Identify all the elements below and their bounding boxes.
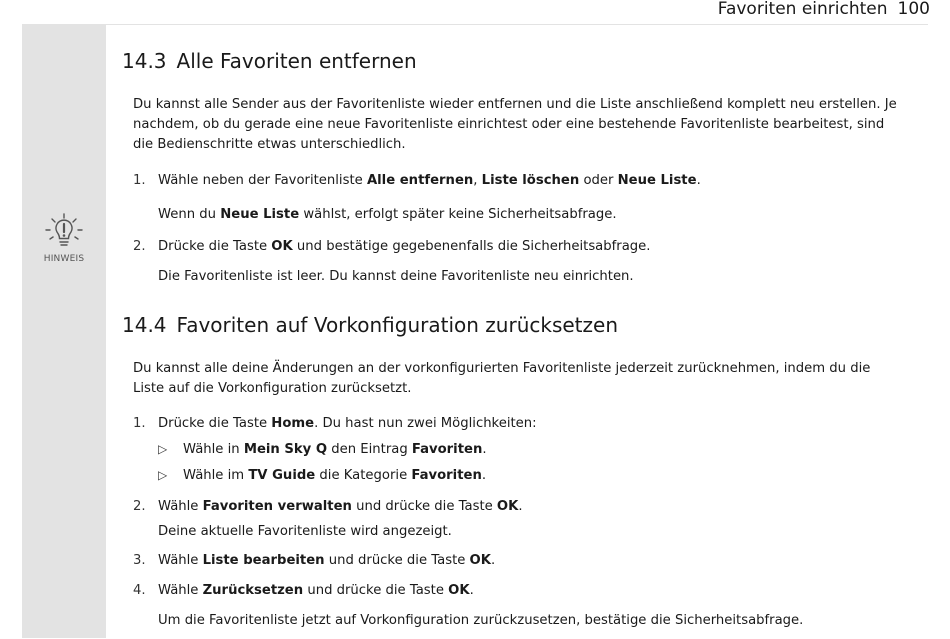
section-heading-14-4 [122,313,618,337]
sub-text: . [481,468,487,483]
section-number: 14.4 [122,313,167,337]
step-text: Drücke die Taste [158,239,272,254]
step-number: 3. [133,553,146,568]
intro-paragraph: Du kannst alle Sender aus der Favoritenliste wieder entfernen und die Liste anschließend komplett neu erstellen. Je nachdem, ob du gerade eine neue Favoritenliste einrichtest oder eine bestehende Favoritenliste bearbeitest, sind die Bedienschritte etwas unterschiedlich. [133,97,897,152]
sub-text: den Eintrag [327,442,412,457]
section-number: 14.3 [122,49,167,73]
step-number: 2. [133,239,146,254]
step-bold: Liste löschen [481,173,580,188]
sub-text: . [482,442,487,457]
step-note: Deine aktuelle Favoritenliste wird angezeigt. [158,524,452,539]
sub-text: Wähle in [183,442,244,457]
triangle-bullet-icon: ▷ [158,468,168,482]
step-text: . [490,553,496,568]
step-text: Wähle neben der Favoritenliste [158,173,367,188]
sub-bold: Favoriten [411,442,483,457]
lightbulb-icon [42,212,86,252]
step-bold: Favoriten verwalten [202,499,352,514]
step-text: Drücke die Taste [158,416,272,431]
step-text: und drücke die Taste [303,583,449,598]
sub-bold: TV Guide [248,468,316,483]
sub-list-item [158,439,487,460]
step-note [158,205,908,225]
step-bold: Neue Liste [617,173,697,188]
sub-list-item [158,465,486,486]
step-text: und drücke die Taste [324,553,470,568]
triangle-bullet-icon: ▷ [158,442,168,456]
step-text: , [473,173,482,188]
list-item [133,237,905,257]
hint-box [22,212,106,264]
step-number: 1. [133,173,146,188]
hint-label: HINWEIS [43,254,85,264]
step-text: . [518,499,523,514]
list-item [133,171,905,191]
running-header [718,0,930,20]
section-heading-14-3 [122,49,417,73]
step-bold: OK [271,239,293,254]
step-number: 2. [133,499,146,514]
step-text: . [469,583,474,598]
sub-text: Wähle im [183,468,249,483]
step-bold: Liste bearbeiten [202,553,325,568]
step-bold: OK [469,553,491,568]
step-text: oder [579,173,618,188]
step-text: Wähle [158,553,203,568]
step-bold: OK [496,499,519,514]
list-item [133,414,905,434]
step-text: Wähle [158,583,203,598]
section-title: Alle Favoriten entfernen [176,49,417,73]
step-text: und bestätige gegebenenfalls die Sicherheitsabfrage. [292,239,651,254]
step-text: . [696,173,701,188]
page-number: 100 [897,0,930,19]
step-text: Wähle [158,499,203,514]
step-note: Um die Favoritenliste jetzt auf Vorkonfiguration zurückzusetzen, bestätige die Sicherheitsabfrage. [158,613,804,628]
step-note: Die Favoritenliste ist leer. Du kannst deine Favoritenliste neu einrichten. [158,269,634,284]
step-bold: Alle entfernen [366,173,474,188]
list-item [133,581,905,601]
step-bold: Home [271,416,315,431]
list-item [133,551,905,571]
step-bold: OK [448,583,470,598]
header-title: Favoriten einrichten [717,0,888,19]
sub-bold: Mein Sky Q [243,442,328,457]
note-text: Wenn du [158,207,221,222]
list-item [133,497,905,517]
section-title: Favoriten auf Vorkonfiguration zurücksetzen [176,313,618,337]
intro-paragraph: Du kannst alle deine Änderungen an der vorkonfigurierten Favoritenliste jederzeit zurücknehmen, indem du die Liste auf die Vorkonfiguration zurücksetzt. [133,361,871,396]
step-text: und drücke die Taste [351,499,497,514]
step-number: 1. [133,416,146,431]
sub-text: die Kategorie [315,468,412,483]
step-bold: Zurücksetzen [202,583,304,598]
sub-bold: Favoriten [411,468,482,483]
note-bold: Neue Liste [220,207,300,222]
note-text: wählst, erfolgt später keine Sicherheitsabfrage. [299,207,617,222]
hint-sidebar [22,24,106,638]
step-number: 4. [133,583,146,598]
step-text: . Du hast nun zwei Möglichkeiten: [314,416,537,431]
page-content [106,24,928,639]
